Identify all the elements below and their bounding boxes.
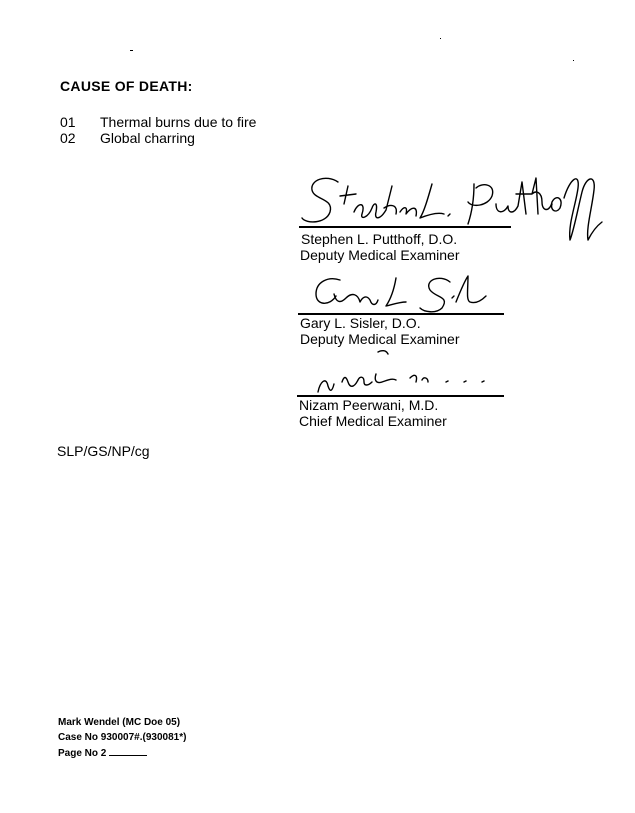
scan-speck	[130, 50, 133, 51]
page-blank-line	[109, 746, 147, 756]
signatory-name: Stephen L. Putthoff, D.O.	[301, 231, 458, 247]
cause-number: 02	[60, 130, 76, 146]
scan-speck	[440, 38, 441, 39]
signatory-name: Nizam Peerwani, M.D.	[299, 397, 439, 413]
footer-line: Mark Wendel (MC Doe 05)	[58, 717, 181, 728]
cause-text: Global charring	[100, 130, 195, 146]
typist-initials: SLP/GS/NP/cg	[57, 443, 150, 459]
signature-peerwani	[306, 346, 506, 396]
cause-text: Thermal burns due to fire	[100, 114, 257, 130]
cause-of-death-heading: CAUSE OF DEATH:	[60, 78, 193, 94]
footer-page-number	[58, 746, 147, 759]
signatory-name: Gary L. Sisler, D.O.	[300, 315, 421, 331]
footer-line: Page No 2	[58, 748, 107, 759]
signatory-title: Deputy Medical Examiner	[300, 331, 460, 347]
cause-number: 01	[60, 114, 76, 130]
signatory-title: Deputy Medical Examiner	[300, 247, 460, 263]
signatory-title: Chief Medical Examiner	[299, 413, 447, 429]
footer-line: Case No 930007#.(930081*)	[58, 732, 187, 743]
signature-line	[299, 226, 511, 228]
scan-speck	[573, 60, 574, 61]
